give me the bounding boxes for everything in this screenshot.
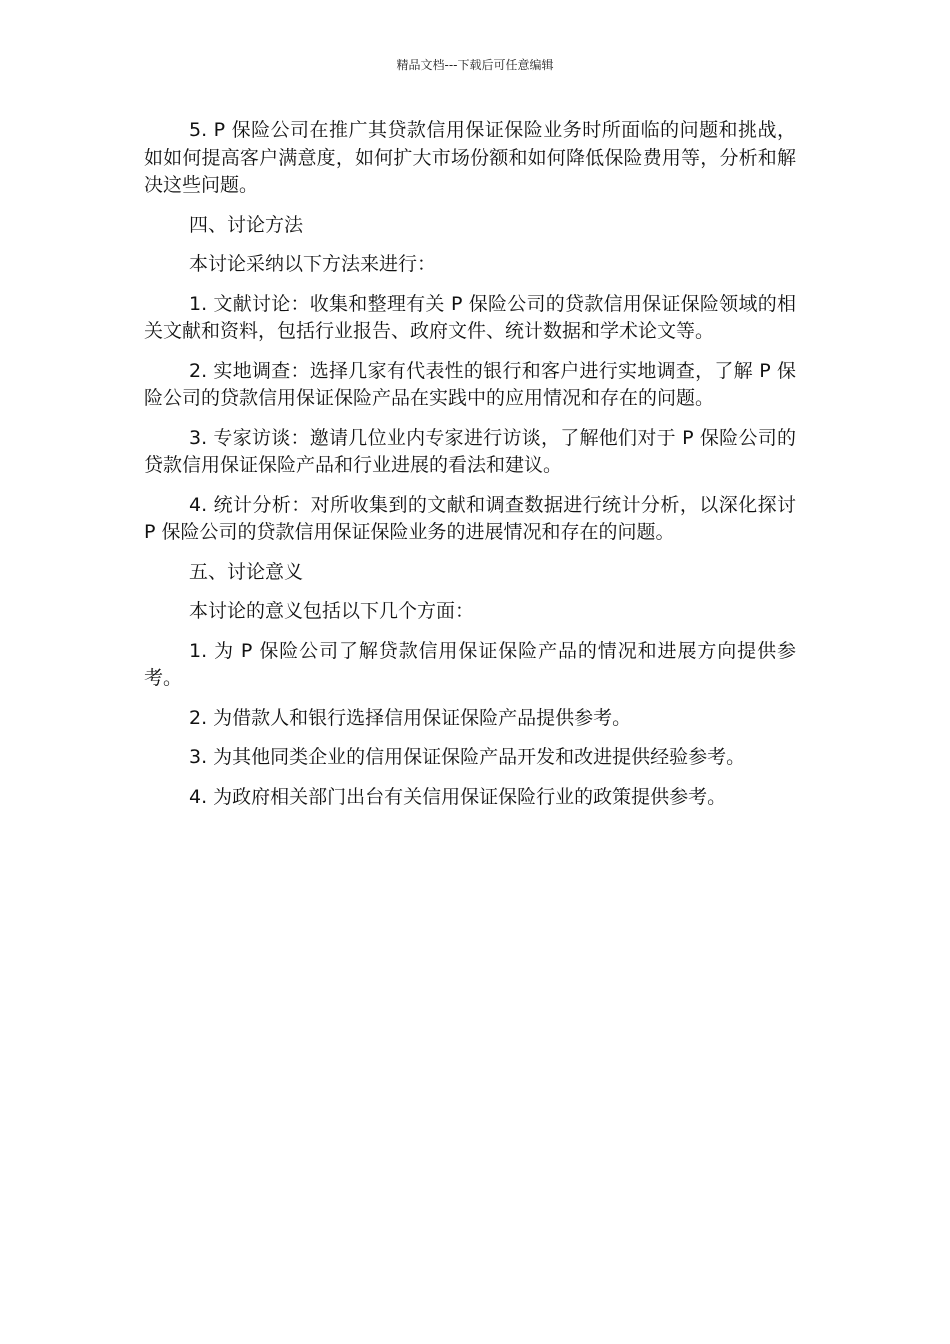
- paragraph-method-field-survey: 2. 实地调查：选择几家有代表性的银行和客户进行实地调查，了解 P 保险公司的贷款信用保证保险产品在实践中的应用情况和存在的问题。: [144, 359, 796, 409]
- paragraph-significance-2: 2. 为借款人和银行选择信用保证保险产品提供参考。: [189, 706, 632, 729]
- paragraph-method-literature: 1. 文献讨论：收集和整理有关 P 保险公司的贷款信用保证保险领域的相关文献和资料，包括行业报告、政府文件、统计数据和学术论文等。: [144, 292, 796, 342]
- paragraph-method-expert-interview: 3. 专家访谈：邀请几位业内专家进行访谈，了解他们对于 P 保险公司的贷款信用保证保险产品和行业进展的看法和建议。: [144, 426, 796, 476]
- paragraph-significance-intro: 本讨论的意义包括以下几个方面：: [189, 600, 475, 622]
- page-header: 精品文档---下载后可任意编辑: [396, 58, 554, 72]
- document-body: [144, 117, 796, 823]
- paragraph-significance-4: 4. 为政府相关部门出台有关信用保证保险行业的政策提供参考。: [189, 785, 727, 808]
- paragraph-significance-1: 1. 为 P 保险公司了解贷款信用保证保险产品的情况和进展方向提供参考。: [144, 639, 796, 689]
- paragraph-methods-intro: 本讨论采纳以下方法来进行：: [189, 253, 437, 275]
- paragraph-significance-3: 3. 为其他同类企业的信用保证保险产品开发和改进提供经验参考。: [189, 746, 746, 768]
- section-heading-significance: 五、讨论意义: [189, 560, 304, 583]
- paragraph-challenges: 5. P 保险公司在推广其贷款信用保证保险业务时所面临的问题和挑战，如如何提高客户满意度，如何扩大市场份额和如何降低保险费用等，分析和解决这些问题。: [144, 119, 796, 196]
- paragraph-method-statistics: 4. 统计分析：对所收集到的文献和调查数据进行统计分析，以深化探讨 P 保险公司的贷款信用保证保险业务的进展情况和存在的问题。: [144, 493, 796, 543]
- section-heading-methods: 四、讨论方法: [189, 213, 304, 236]
